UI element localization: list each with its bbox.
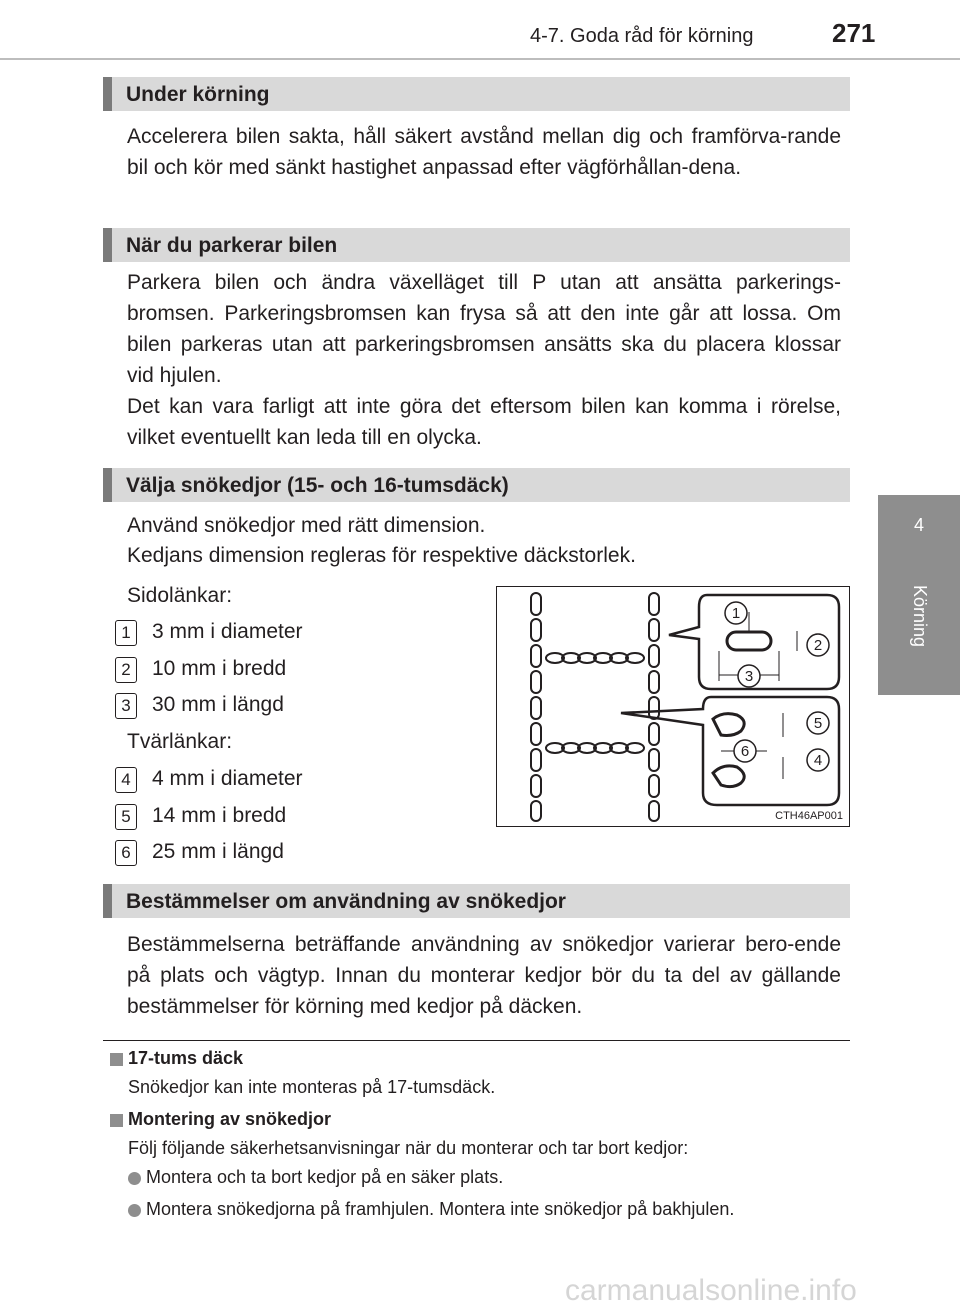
- callout-number: 1: [115, 620, 137, 646]
- figure-callout-4: 4: [813, 752, 823, 769]
- note-bullet: Montera och ta bort kedjor på en säker plats.: [146, 1167, 504, 1187]
- section-body-driving: Accelerera bilen sakta, håll säkert avstånd mellan dig och framförva-rande bil och kör med sänkt hastighet anpassad efter vägförhållan-dena.: [127, 125, 841, 179]
- snow-chain-intro: Använd snökedjor med rätt dimension.: [127, 514, 486, 537]
- chapter-label: Körning: [910, 585, 930, 648]
- callout-number: 2: [115, 657, 137, 683]
- chapter-side-tab: [878, 495, 960, 695]
- snow-chain-illustration: [496, 586, 850, 827]
- round-bullet-icon: [128, 1172, 141, 1185]
- side-link-shape: [727, 632, 771, 650]
- spec-item: 14 mm i bredd: [152, 804, 287, 827]
- square-bullet-icon: [110, 1053, 123, 1066]
- chain-cross-bottom: [546, 743, 644, 753]
- watermark: carmanualsonline.info: [565, 1274, 857, 1307]
- header-divider: [0, 58, 960, 60]
- figure-code: CTH46AP001: [775, 810, 843, 822]
- figure-callout-3: 3: [744, 668, 754, 685]
- spec-item: 10 mm i bredd: [152, 657, 287, 680]
- spec-item: 4 mm i diameter: [152, 767, 303, 790]
- section-title: Under körning: [126, 83, 270, 106]
- side-links-label: Sidolänkar:: [127, 584, 233, 607]
- chain-vertical-left: [531, 593, 541, 821]
- figure-callout-5: 5: [813, 715, 823, 732]
- page-number: 271: [832, 18, 876, 48]
- note-title: 17-tums däck: [128, 1048, 244, 1068]
- section-body-parking-warning: Det kan vara farligt att inte göra det eftersom bilen kan komma i rörelse, vilket eventuellt kan leda till en olycka.: [127, 395, 841, 449]
- callout-number: 4: [115, 767, 137, 793]
- cross-link-shape-bottom: [713, 766, 744, 787]
- section-heading-regulations: [103, 884, 850, 918]
- cross-links-label: Tvärlänkar:: [127, 730, 233, 753]
- callout-number: 6: [115, 840, 137, 866]
- round-bullet-icon: [128, 1204, 141, 1217]
- note-text: Följ följande säkerhetsanvisningar när du monterar och tar bort kedjor:: [128, 1138, 689, 1158]
- chain-vertical-right: [649, 593, 659, 821]
- section-title: När du parkerar bilen: [126, 234, 338, 257]
- figure-callout-2: 2: [813, 637, 823, 654]
- section-body-parking: Parkera bilen och ändra växelläget till P utan att ansätta parkerings-bromsen. Parkeringsbromsen kan frysa så att den inte går att lossa. Om bilen parkeras utan att parkeringsbromsen ansätts ska du placera klossar vid hjulen.: [127, 271, 841, 387]
- spec-item: 3 mm i diameter: [152, 620, 303, 643]
- section-heading-parking: [103, 228, 850, 262]
- cross-link-shape-top: [713, 714, 744, 736]
- note-bullet: Montera snökedjorna på framhjulen. Montera inte snökedjor på bakhjulen.: [146, 1199, 735, 1219]
- note-title: Montering av snökedjor: [128, 1109, 332, 1129]
- section-title: Bestämmelser om användning av snökedjor: [126, 890, 566, 913]
- running-header-title: 4-7. Goda råd för körning: [530, 25, 754, 47]
- spec-item: 30 mm i längd: [152, 693, 284, 716]
- callout-number: 5: [115, 804, 137, 830]
- section-title: Välja snökedjor (15- och 16-tumsdäck): [126, 474, 509, 497]
- section-body-regulations: Bestämmelserna beträffande användning av snökedjor varierar bero-ende på plats och vägtyp. Innan du monterar kedjor bör du ta del av gällande bestämmelser för körning med kedjor på däcken.: [127, 933, 841, 1018]
- chain-cross-top: [546, 653, 644, 663]
- notes-divider: [103, 1040, 850, 1041]
- snow-chain-intro-2: Kedjans dimension regleras för respektive däckstorlek.: [127, 544, 636, 567]
- callout-number: 3: [115, 693, 137, 719]
- chain-diagram: [497, 587, 848, 825]
- figure-callout-6: 6: [740, 743, 750, 760]
- figure-callout-1: 1: [731, 605, 741, 622]
- note-text: Snökedjor kan inte monteras på 17-tumsdäck.: [128, 1077, 496, 1097]
- section-heading-driving: [103, 77, 850, 111]
- section-heading-snow-chains: [103, 468, 850, 502]
- square-bullet-icon: [110, 1114, 123, 1127]
- chapter-number: 4: [913, 515, 924, 535]
- spec-item: 25 mm i längd: [152, 840, 284, 863]
